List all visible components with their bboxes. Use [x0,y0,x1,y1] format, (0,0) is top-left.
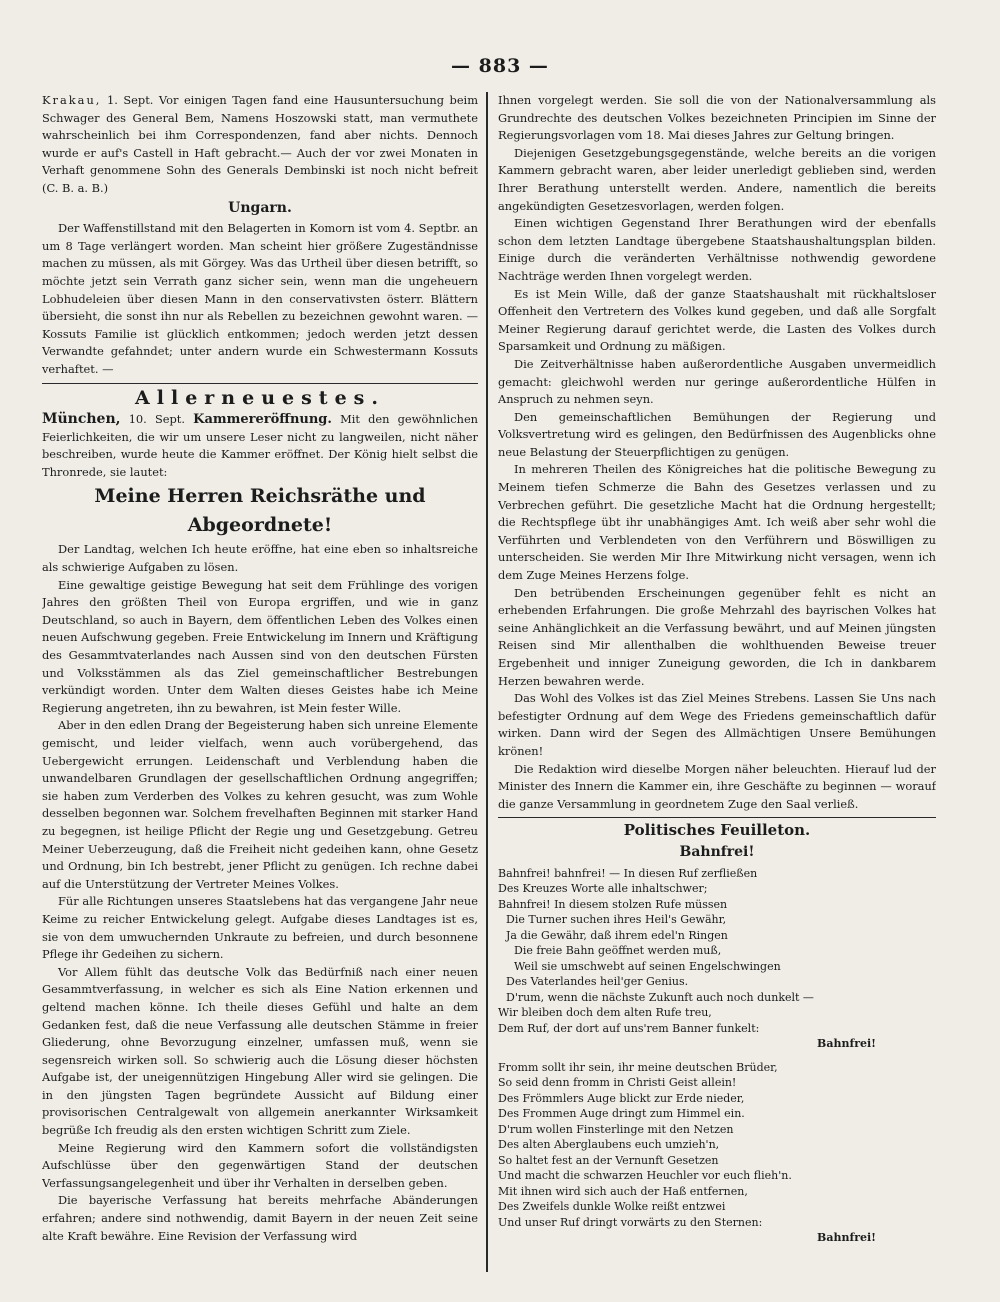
right-column [498,92,936,1277]
poem-line: Mit ihnen wird sich auch der Haß entfernen, [498,1184,748,1198]
poem-line: Und macht die schwarzen Heuchler vor euch flieh'n. [498,1169,792,1183]
speech-paragraph: Ihnen vorgelegt werden. Sie soll die von der Nationalversammlung als Grundrechte des deutschen Volkes bezeichneten Principien im Sinne der Regierungsvorlagen vom 18. Mai dieses Jahres zur Geltung bringen. [498,93,936,143]
krakau-article [42,92,478,198]
ungarn-text: Der Waffenstillstand mit den Belagerten in Komorn ist vom 4. Septbr. an um 8 Tage verlängert worden. Man scheint hier größere Zugeständnisse machen zu müssen, als mit Görgey. Was das Urtheil über diesen betrifft, so möchte jetzt sein Verrath ganz sicher sein, wenn man die ungeheuern Lobhudeleien über diesen Mann in den conservativsten österr. Blättern übersieht, die sonst ihn nur als Rebellen zu bezeichnen gewohnt waren. — Kossuts Familie ist glücklich entkommen; jedoch werden jetzt dessen Verwandte gefahndet; unter andern wurde ein Schwestermann Kossuts verhaftet. — [42,221,478,376]
speech-paragraph: Es ist Mein Wille, daß der ganze Staatshaushalt mit rückhaltsloser Offenheit den Vertretern des Volkes kund gegeben, und daß alle Sorgfalt Meiner Regierung darauf gerichtet werde, die Lasten des Volkes durch Sparsamkeit und Ordnung zu mäßigen. [498,286,936,354]
poem-line: Fromm sollt ihr sein, ihr meine deutschen Brüder, [498,1060,778,1074]
poem-line: Des Vaterlandes heil'ger Genius. [506,975,689,989]
speech-title-line-1: Meine Herren Reichsräthe und [94,485,426,508]
muenchen-date: 10. Sept. [128,412,185,427]
muenchen-article [42,411,478,481]
poem-stanza-2 [498,1060,936,1246]
speech-paragraph: In mehreren Theilen des Königreiches hat die politische Bewegung zu Meinem tiefen Schmerze die Bahn des Gesetzes verlassen und zu Verbrechen geführt. Die gesetzliche Macht hat die Ordnung hergestellt; die Rechtspflege übt ihr unabhängiges Amt. Ich weiß aber sehr wohl die Verführten und Verblendeten von den Verführern und Böswilligen zu unterscheiden. Sie werden Mir Ihre Mitwirkung nicht versagen, wenn ich dem Zuge Meines Herzens folge. [498,462,936,583]
editorial-note: Die Redaktion wird dieselbe Morgen näher beleuchten. Hierauf lud der Minister des Innern die Kammer ein, ihre Geschäfte zu beginnen — worauf die ganze Versammlung in geordnetem Zuge den Saal verließ. [498,761,936,811]
speech-paragraph: Einen wichtigen Gegenstand Ihrer Berathungen wird der ebenfalls schon dem letzten Landtage übergebene Staatshaushaltungsplan bilden. Einige durch die veränderten Verhältnisse nothwendig gewordene Nachträge werden Ihnen vorgelegt werden. [498,216,936,283]
ungarn-heading: Ungarn. [228,199,292,216]
poem-refrain: Bahnfrei! [817,1037,876,1051]
poem-line: Bahnfrei! bahnfrei! — In diesen Ruf zerfließen [498,866,758,880]
muenchen-text: Mit den gewöhnlichen Feierlichkeiten, die wir um unsere Leser nicht zu langweilen, nicht näher beschreiben, wurde heute die Kammer eröffnet. Der König hielt selbst die Thronrede, sie lautet: [42,412,478,479]
speech-paragraph: Das Wohl des Volkes ist das Ziel Meines Strebens. Lassen Sie Uns nach befestigter Ordnung auf dem Wege des Friedens gemeinschaftlich dafür wirken. Dann wird der Segen des Allmächtigen Unsere Bemühungen krönen! [498,691,936,758]
poem-line: So haltet fest an der Vernunft Gesetzen [498,1153,719,1167]
page-number: — 883 — [451,55,549,77]
speech-paragraph: Vor Allem fühlt das deutsche Volk das Bedürfniß nach einer neuen Gesammtverfassung, in welcher es sich als Eine Nation erkennen und geltend machen könne. Ich theile dieses Gefühl und halte an dem Gedanken fest, daß die neue Verfassung alle deutschen Stämme in freier Gliederung, ohne Bevorzugung einzelner, umfassen muß, wenn sie segensreich wirken soll. So schwierig auch die Lösung dieser höchsten Aufgabe ist, der uneigennützigen Hingebung Aller wird sie gelingen. Die in den jüngsten Tagen begründete Aussicht auf Bildung einer provisorischen Centralgewalt von allgemein anerkannter Wirksamkeit begrüße Ich freudig als den ersten wichtigen Schritt zum Ziele. [42,964,478,1138]
stanza-gap [498,1052,936,1060]
poem-line: Bahnfrei! In diesem stolzen Rufe müssen [498,897,728,911]
poem-line: D'rum wollen Finsterlinge mit den Netzen [498,1122,734,1136]
allerneuestes-heading: Allerneuestes. [135,386,385,409]
speech-paragraph: Aber in den edlen Drang der Begeisterung haben sich unreine Elemente gemischt, und leider vielfach, wenn auch vorübergehend, das Uebergewicht errungen. Leidenschaft und Verblendung haben die unwandelbaren Grundlagen der gesellschaftlichen Ordnung angegriffen; sie haben zum Verderben des Volkes zu kehren gesucht, was zum Wohle desselben begonnen war. Solchem frevelhaften Beginnen mit starker Hand zu begegnen, ist heilige Pflicht der Regie ung und Gesetzgebung. Getreu Meiner Ueberzeugung, daß die Freiheit nicht gedeihen kann, ohne Gesetz und Ordnung, bin Ich bestrebt, jener Pflicht zu genügen. Ich rechne dabei auf die Unterstützung der Vertreter Meines Volkes. [42,718,478,891]
poem-line: Weil sie umschwebt auf seinen Engelschwingen [514,959,781,973]
poem-line: Des Frommen Auge dringt zum Himmel ein. [498,1107,745,1121]
speech-paragraph: Diejenigen Gesetzgebungsgegenstände, welche bereits an die vorigen Kammern gebracht waren, aber leider unerledigt geblieben sind, werden Ihrer Berathung unterstellt werden. Andere, namentlich die bereits angekündigten Gesetzesvorlagen, werden folgen. [498,145,936,213]
speech-paragraph: Den betrübenden Erscheinungen gegenüber fehlt es nicht an erhebenden Erfahrungen. Die große Mehrzahl des bayrischen Volkes hat seine Anhänglichkeit an die Verfassung bewährt, und auf Meinen jüngsten Reisen sind Mir allenthalben die wohlthuenden Beweise treuer Ergebenheit und inniger Zuneigung geworden, die Ich in dankbarem Herzen bewahren werde. [498,585,936,688]
krakau-text: 1. Sept. Vor einigen Tagen fand eine Hausuntersuchung beim Schwager des General Bem, Namens Hoszowski statt, man vermuthete wahrscheinlich bei ihm Correspondenzen, fand aber nichts. Dennoch wurde er auf's Castell in Haft gebracht.— Auch der vor zwei Monaten in Verhaft genommene Sohn des Generals Dembinski ist noch nicht befreit (C. B. a. B.) [42,93,478,195]
poem-line: Ja die Gewähr, daß ihrem edel'n Ringen [506,928,728,942]
poem-line: D'rum, wenn die nächste Zukunft auch noch dunkelt — [506,990,814,1004]
poem-line: Des Frömmlers Auge blickt zur Erde nieder, [498,1091,745,1105]
poem-stanza-1 [498,866,936,1052]
poem-line: Die Turner suchen ihres Heil's Gewähr, [506,913,727,927]
column-divider [486,92,488,1272]
speech-paragraph: Die bayerische Verfassung hat bereits mehrfache Abänderungen erfahren; andere sind nothwendig, damit Bayern in der neuen Zeit seine alte Kraft bewähre. Eine Revision der Verfassung wird [42,1193,478,1243]
poem-line: Des Kreuzes Worte alle inhaltschwer; [498,882,708,896]
muenchen-title: Kammereröffnung. [193,412,332,428]
section-divider [498,817,936,818]
poem-line: Des alten Aberglaubens euch umzieh'n, [498,1138,720,1152]
section-divider [42,383,478,384]
poem-line: Wir bleiben doch dem alten Rufe treu, [498,1006,712,1020]
feuilleton-heading: Politisches Feuilleton. [623,821,811,840]
speech-paragraph: Meine Regierung wird den Kammern sofort die vollständigsten Aufschlüsse über den gegenwärtigen Stand der deutschen Verfassungsangelegenheit und über ihr Verhalten in derselben geben. [42,1140,478,1190]
speech-paragraph: Die Zeitverhältnisse haben außerordentliche Ausgaben unvermeidlich gemacht: gleichwohl werden nur geringe außerordentliche Hülfen in Anspruch zu nehmen seyn. [498,356,936,407]
poem-line: Und unser Ruf dringt vorwärts zu den Sternen: [498,1215,763,1229]
left-column [42,92,478,1277]
muenchen-place: München, [42,411,121,428]
poem-refrain: Bahnfrei! [817,1231,876,1245]
speech-paragraph: Der Landtag, welchen Ich heute eröffne, hat eine eben so inhaltsreiche als schwierige Aufgaben zu lösen. [42,542,478,575]
speech-paragraph: Eine gewaltige geistige Bewegung hat seit dem Frühlinge des vorigen Jahres den größten Theil von Europa ergriffen, und wie in ganz Deutschland, so auch in Bayern, dem öffentlichen Leben des Volkes einen neuen Aufschwung gegeben. Freie Entwickelung im Innern und Kräftigung des Gesammtvaterlandes nach Aussen sind von den deutschen Fürsten und Volksstämmen als das Ziel gemeinschaftlicher Bestrebungen verkündigt worden. Unter dem Walten dieses Geistes habe ich Meine Regierung angetreten, ihn zu bewahren, ist Mein fester Wille. [42,577,478,715]
krakau-place: Krakau, [42,93,102,107]
poem-title: Bahnfrei! [679,843,755,860]
speech-paragraph: Den gemeinschaftlichen Bemühungen der Regierung und Volksvertretung wird es gelingen, den Bedürfnissen des Augenblicks ohne neue Belastung der Steuerpflichtigen zu genügen. [498,409,936,459]
speech-paragraph: Für alle Richtungen unseres Staatslebens hat das vergangene Jahr neue Keime zu reicher Entwickelung gelegt. Aufgabe dieses Landtages ist es, sie von dem umwuchernden Unkraute zu befreien, und durch besonnene Pflege ihr Gedeihen zu sichern. [42,894,478,962]
poem-line: Dem Ruf, der dort auf uns'rem Banner funkelt: [498,1021,760,1035]
poem-line: So seid denn fromm in Christi Geist allein! [498,1076,737,1090]
poem-line: Die freie Bahn geöffnet werden muß, [514,944,722,958]
speech-title-line-2: Abgeordnete! [187,514,333,537]
poem-line: Des Zweifels dunkle Wolke reißt entzwei [498,1200,726,1214]
